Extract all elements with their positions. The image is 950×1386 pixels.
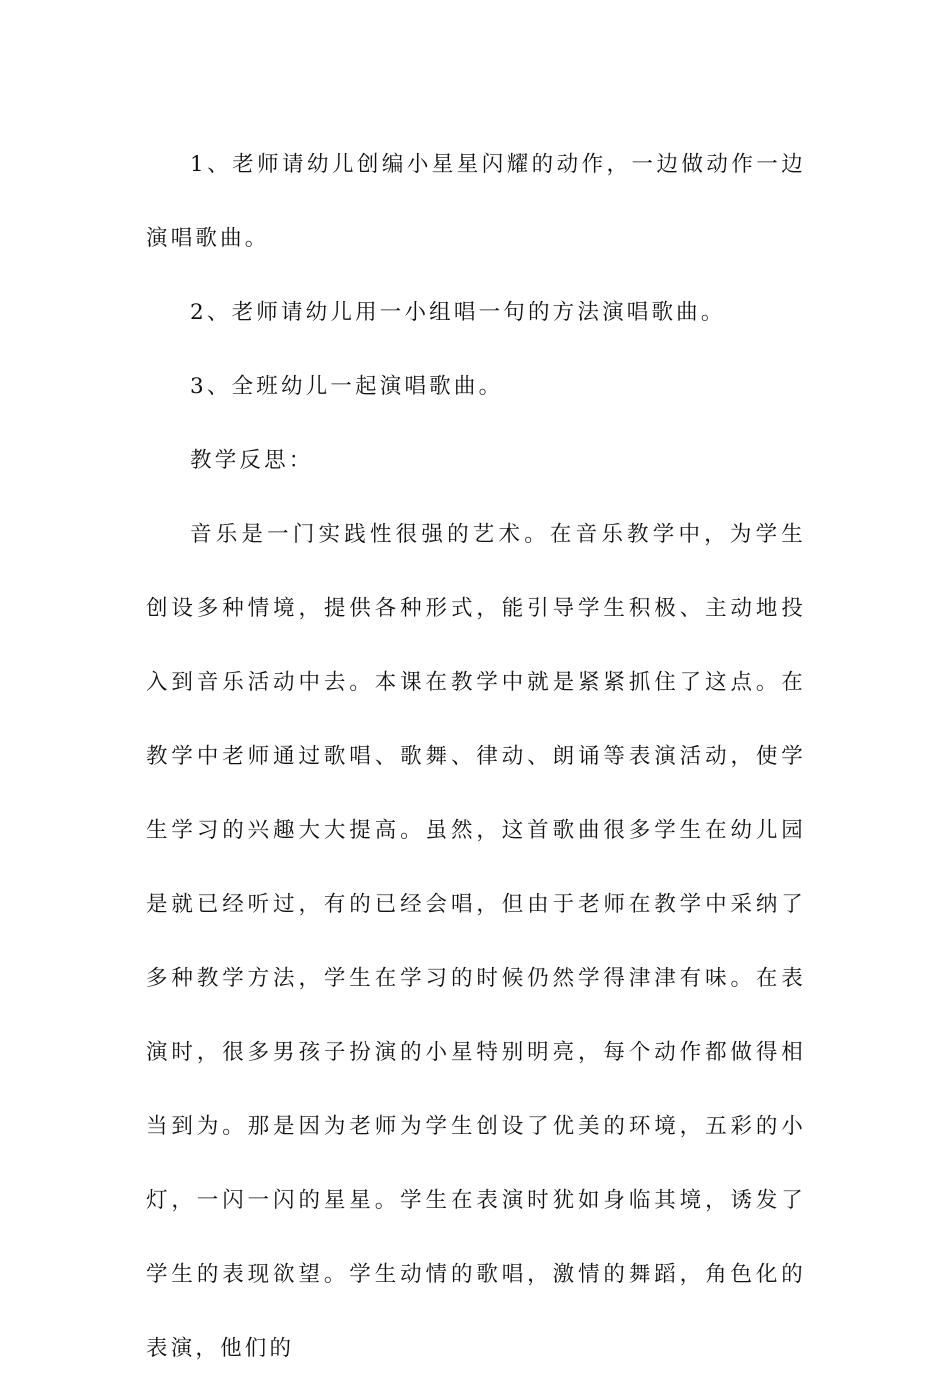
section-heading-reflection: 教学反思： <box>190 448 314 473</box>
paragraph-reflection-body: 音乐是一门实践性很强的艺术。在音乐教学中，为学生创设多种情境，提供各种形式，能引导学生积极、主动地投入到音乐活动中去。本课在教学中就是紧紧抓住了这点。在教学中老师通过歌唱、歌舞、律动、朗诵等表演活动，使学生学习的兴趣大大提高。虽然，这首歌曲很多学生在幼儿园是就已经听过，有的已经会唱，但由于老师在教学中采纳了多种教学方法，学生在学习的时候仍然学得津津有味。在表演时，很多男孩子扮演的小星特别明亮，每个动作都做得相当到为。那是因为老师为学生创设了优美的环境，五彩的小灯，一闪一闪的星星。学生在表演时犹如身临其境，诱发了学生的表现欲望。学生动情的歌唱，激情的舞蹈，角色化的表演，他们的 <box>146 522 806 1361</box>
paragraph-step-3: 3、全班幼儿一起演唱歌曲。 <box>190 374 504 399</box>
paragraph-step-1: 1、老师请幼儿创编小星星闪耀的动作，一边做动作一边演唱歌曲。 <box>146 152 806 251</box>
document-page <box>146 128 806 1386</box>
paragraph-step-2: 2、老师请幼儿用一小组唱一句的方法演唱歌曲。 <box>190 300 726 325</box>
